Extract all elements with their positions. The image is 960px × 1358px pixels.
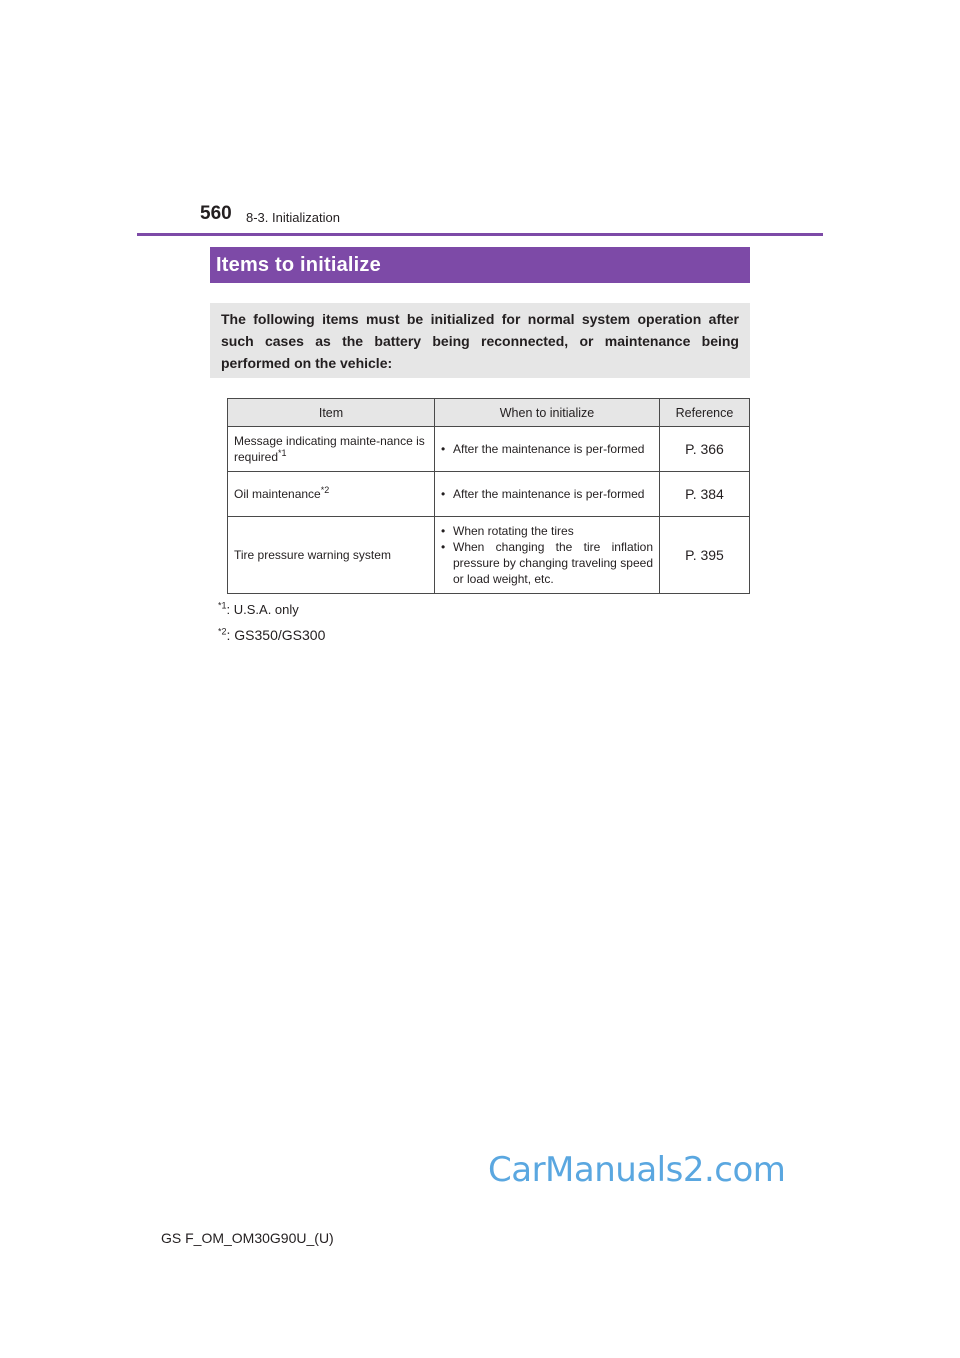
item-text: Oil maintenance [234,487,321,501]
list-item: • When changing the tire inflation pressure by changing traveling speed or load weight, etc. [441,540,653,586]
row-when [435,472,660,517]
item-text: Tire pressure warning system [234,548,391,562]
row-reference[interactable]: P. 395 [660,517,750,594]
section-title: Items to initialize [210,247,750,283]
footnote-mark: *1 [218,600,227,611]
row-item [228,517,435,594]
header-when: When to initialize [435,399,660,427]
table-row [228,472,750,517]
footer-code: GS F_OM_OM30G90U_(U) [161,1230,334,1246]
table-row [228,427,750,472]
header-rule [137,233,823,236]
row-when [435,427,660,472]
table-row [228,517,750,594]
watermark-logo: CarManuals2.com [488,1150,786,1190]
page-number: 560 [200,203,232,224]
list-item: • After the maintenance is per-formed [441,487,645,501]
table-header-row [228,399,750,427]
intro-text: The following items must be initialized for normal system operation after such cases as the battery being reconnected, or maintenance being performed on the vehicle: [210,303,750,378]
footnote-mark: *2 [320,485,330,495]
header-reference: Reference [660,399,750,427]
row-item [228,427,435,472]
footnote-mark: *2 [218,626,227,637]
footnote-2 [218,627,325,643]
row-item [228,472,435,517]
row-reference[interactable]: P. 384 [660,472,750,517]
item-text: Message indicating mainte-nance is required [234,434,425,464]
footnote-mark: *1 [278,448,287,458]
initialization-table [227,398,750,594]
footnote-1 [218,602,299,617]
row-reference[interactable]: P. 366 [660,427,750,472]
list-item: • When rotating the tires [441,524,574,538]
list-item: • After the maintenance is per-formed [441,442,645,456]
footnote-text: : U.S.A. only [226,602,299,617]
header-item: Item [228,399,435,427]
section-label: 8-3. Initialization [246,210,340,225]
footnote-text: : GS350/GS300 [226,627,326,643]
row-when [435,517,660,594]
